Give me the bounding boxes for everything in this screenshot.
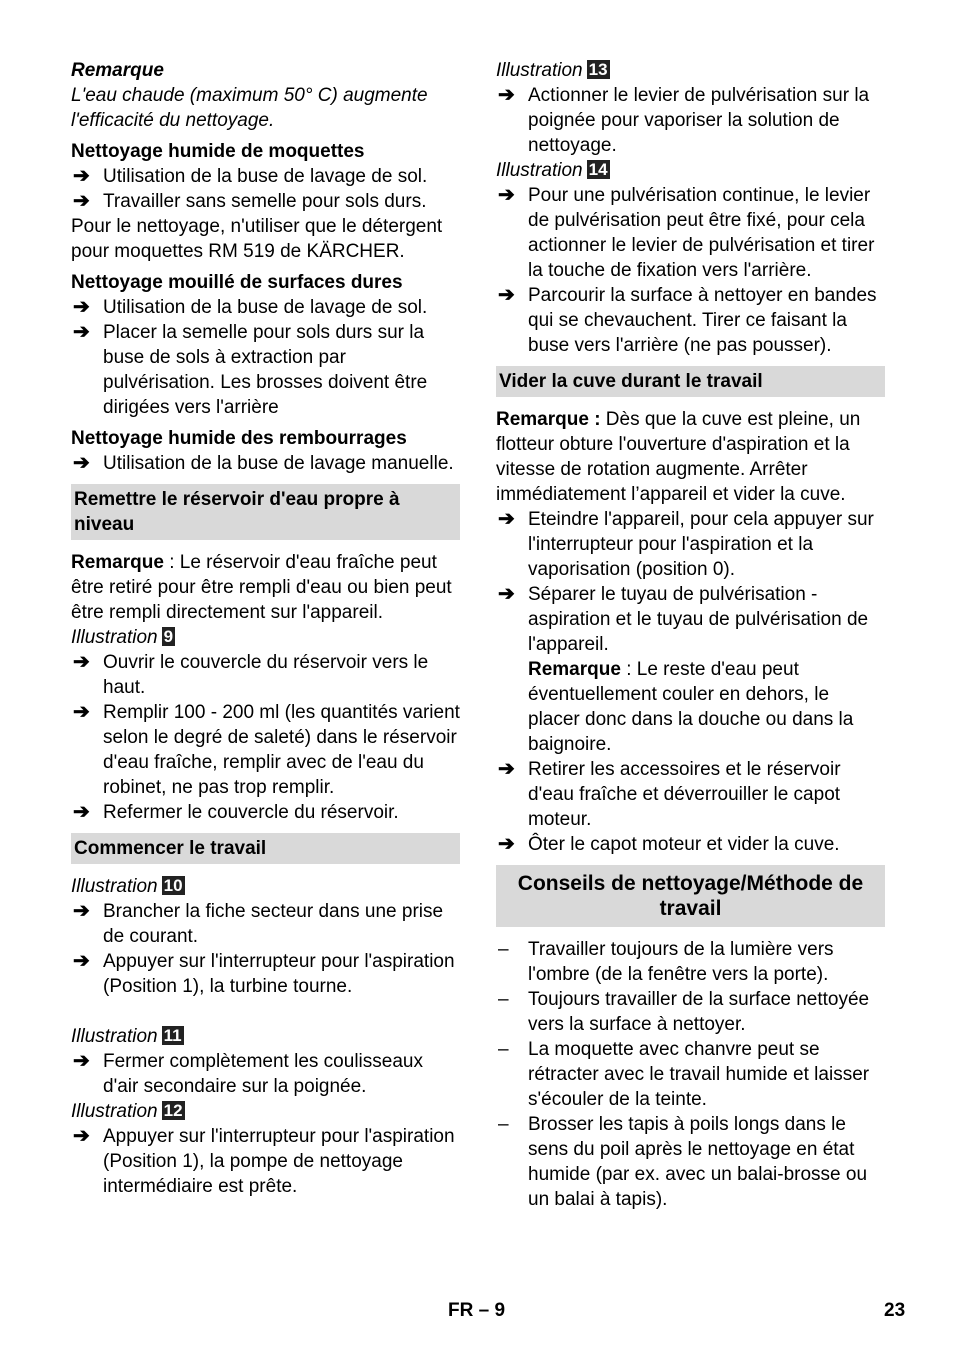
list-item: ➔ Appuyer sur l'interrupteur pour l'aspiration (Position 1), la pompe de nettoyage intermédiaire est prête.: [73, 1125, 455, 1197]
page-number: 23: [884, 1300, 906, 1321]
section-bar-tips: Conseils de nettoyage/Méthode de travail: [496, 865, 885, 927]
section-bar-empty-tank: Vider la cuve durant le travail: [496, 366, 885, 397]
left-column: [71, 58, 460, 1199]
illustration-ref: Illustration 13: [496, 60, 608, 81]
illustration-ref: Illustration 14: [496, 160, 608, 181]
arrow-icon: ➔: [73, 190, 90, 212]
section-heading-carpet: Nettoyage humide de moquettes: [71, 141, 365, 162]
list-item: ➔ Actionner le levier de pulvérisation sur la poignée pour vaporiser la solution de nettoyage.: [498, 84, 870, 156]
arrow-icon: ➔: [498, 758, 515, 780]
arrow-icon: ➔: [73, 801, 90, 823]
right-column: [496, 58, 885, 1212]
list-item: – La moquette avec chanvre peut se rétracter avec le travail humide et laisser s'écouler de la teinte.: [498, 1039, 870, 1110]
arrow-icon: ➔: [73, 950, 90, 972]
list-item: ➔ Travailler sans semelle pour sols durs.: [73, 190, 427, 212]
list-item: ➔ Brancher la fiche secteur dans une prise de courant.: [73, 900, 444, 947]
section-bar-refill: Remettre le réservoir d'eau propre à niveau: [71, 484, 460, 540]
illustration-ref: Illustration 10: [71, 876, 183, 897]
arrow-icon: ➔: [498, 508, 515, 530]
list-item: ➔ Séparer le tuyau de pulvérisation - aspiration et le tuyau de pulvérisation de l'appareil.: [498, 583, 869, 655]
list-item: ➔ Fermer complètement les coulisseaux d'air secondaire sur la poignée.: [73, 1050, 423, 1097]
arrow-icon: ➔: [498, 833, 515, 855]
remark-title: Remarque: [71, 60, 164, 81]
list-item: ➔ Ôter le capot moteur et vider la cuve.: [498, 833, 840, 855]
sub-remark: Remarque : Le reste d'eau peut éventuellement couler en dehors, le placer donc dans la douche ou dans la baignoire.: [528, 659, 854, 755]
list-item: ➔ Eteindre l'appareil, pour cela appuyer sur l'interrupteur pour l'aspiration et la vaporisation (position 0).: [498, 508, 874, 580]
list-item: ➔ Utilisation de la buse de lavage de sol.: [73, 165, 428, 187]
list-item: ➔ Pour une pulvérisation continue, le levier de pulvérisation peut être fixé, pour cela actionner le levier de pulvérisation et tirer la touche de fixation vers l'arrière.: [498, 184, 875, 281]
dash-bullet: –: [498, 939, 509, 960]
illustration-ref: Illustration 11: [71, 1026, 182, 1047]
arrow-icon: ➔: [73, 1125, 90, 1147]
arrow-icon: ➔: [73, 165, 90, 187]
arrow-icon: ➔: [73, 321, 90, 343]
list-item: ➔ Refermer le couvercle du réservoir.: [73, 801, 399, 823]
arrow-icon: ➔: [498, 84, 515, 106]
illustration-number-badge: 11: [163, 1026, 182, 1045]
arrow-icon: ➔: [73, 1050, 90, 1072]
list-item: ➔ Retirer les accessoires et le réservoir d'eau fraîche et déverrouiller le capot moteur.: [498, 758, 841, 830]
illustration-ref: Illustration 12: [71, 1101, 183, 1122]
list-item: ➔ Utilisation de la buse de lavage manuelle.: [73, 452, 454, 474]
illustration-number-badge: 13: [588, 60, 608, 79]
illustration-number-badge: 12: [163, 1101, 183, 1120]
list-item: ➔ Appuyer sur l'interrupteur pour l'aspiration (Position 1), la turbine tourne.: [73, 950, 455, 997]
arrow-icon: ➔: [498, 284, 515, 306]
page-footer: [0, 1296, 954, 1326]
list-item: – Toujours travailler de la surface nettoyée vers la surface à nettoyer.: [498, 989, 870, 1035]
illustration-number-badge: 10: [163, 876, 183, 895]
empty-remark: Remarque : Dès que la cuve est pleine, un flotteur obture l'ouverture d'aspiration et la vitesse de rotation augmente. Arrêter immédiatement l’appareil et vider la cuve.: [496, 409, 861, 505]
illustration-number-badge: 14: [588, 160, 608, 179]
section-heading-hard-surfaces: Nettoyage mouillé de surfaces dures: [71, 272, 403, 293]
language-page-label: FR – 9: [448, 1300, 506, 1321]
list-item: ➔ Ouvrir le couvercle du réservoir vers le haut.: [73, 651, 429, 698]
illustration-ref: Illustration 9: [71, 627, 174, 648]
list-item: ➔ Parcourir la surface à nettoyer en bandes qui se chevauchent. Tirer ce faisant la buse vers l'arrière (ne pas pousser).: [498, 284, 877, 356]
list-item: ➔ Utilisation de la buse de lavage de sol.: [73, 296, 428, 318]
list-item: ➔ Remplir 100 - 200 ml (les quantités varient selon le degré de saleté) dans le réservoir d'eau fraîche, remplir avec de l'eau du robinet, ne pas trop remplir.: [73, 701, 460, 798]
arrow-icon: ➔: [73, 701, 90, 723]
dash-bullet: –: [498, 1114, 509, 1135]
section-bar-start: Commencer le travail: [71, 833, 460, 864]
dash-bullet: –: [498, 989, 509, 1010]
list-item: – Travailler toujours de la lumière vers l'ombre (de la fenêtre vers la porte).: [498, 939, 834, 985]
arrow-icon: ➔: [73, 296, 90, 318]
arrow-icon: ➔: [73, 651, 90, 673]
section-heading-upholstery: Nettoyage humide des rembourrages: [71, 428, 407, 449]
arrow-icon: ➔: [73, 452, 90, 474]
arrow-icon: ➔: [73, 900, 90, 922]
remark-text: L'eau chaude (maximum 50° C) augmente l'efficacité du nettoyage.: [71, 85, 428, 131]
list-item: ➔ Placer la semelle pour sols durs sur la buse de sols à extraction par pulvérisation. Les brosses doivent être dirigées vers l'arrière: [73, 321, 428, 418]
illustration-number-badge: 9: [163, 627, 174, 646]
list-item: – Brosser les tapis à poils longs dans le sens du poil après le nettoyage en état humide (par ex. avec un balai-brosse ou un balai à tapis).: [498, 1114, 868, 1210]
refill-remark: Remarque : Le réservoir d'eau fraîche peut être retiré pour être rempli d'eau ou bien peut être rempli directement sur l'appareil.: [71, 552, 452, 623]
carpet-note: Pour le nettoyage, n'utiliser que le détergent pour moquettes RM 519 de KÄRCHER.: [71, 216, 443, 262]
arrow-icon: ➔: [498, 184, 515, 206]
dash-bullet: –: [498, 1039, 509, 1060]
arrow-icon: ➔: [498, 583, 515, 605]
